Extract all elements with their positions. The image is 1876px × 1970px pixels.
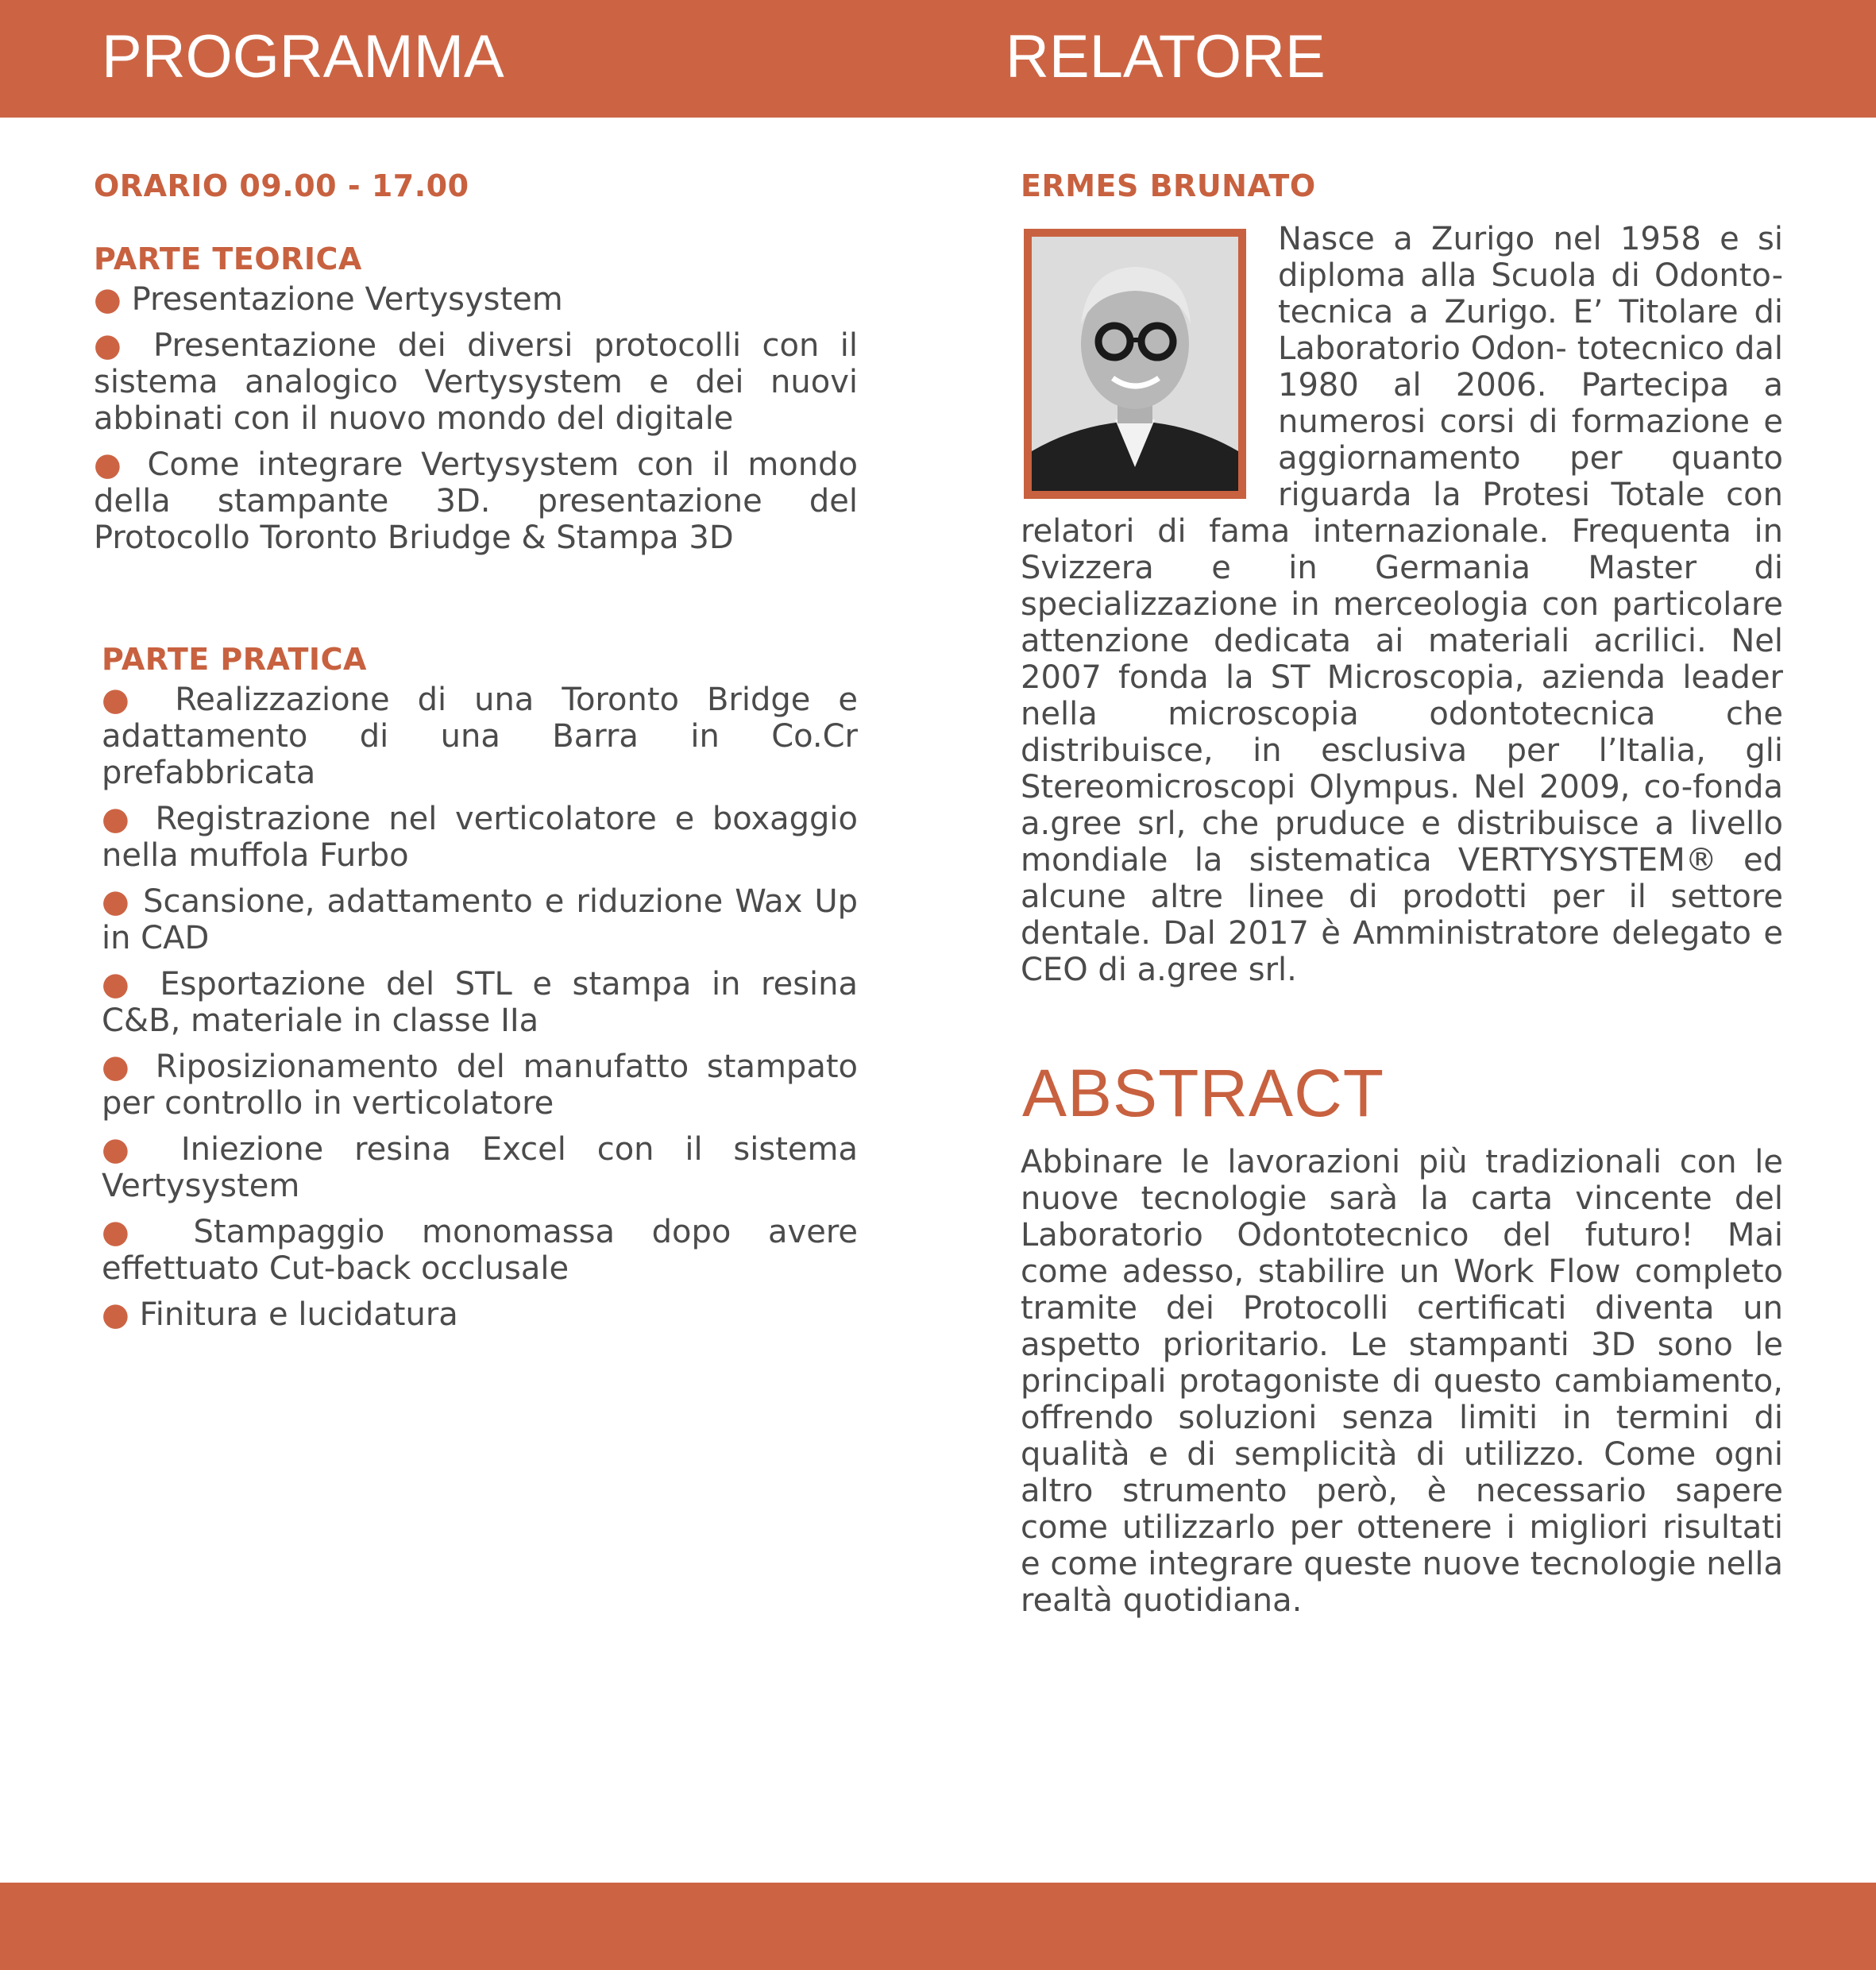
bullet-icon: ●	[102, 801, 156, 837]
header-bar	[0, 0, 1876, 118]
list-item: ● Stampaggio monomassa dopo avere effettuato Cut-back occlusale	[102, 1214, 858, 1287]
program-title: PROGRAMMA	[102, 23, 504, 91]
bullet-icon: ●	[102, 682, 176, 718]
list-item: ● Scansione, adattamento e riduzione Wax Up in CAD	[102, 883, 859, 956]
list-item: ● Iniezione resina Excel con il sistema Vertysystem	[102, 1131, 858, 1204]
theory-title: PARTE TEORICA	[94, 241, 362, 276]
speaker-name: ERMES BRUNATO	[1021, 168, 1316, 203]
portrait-image	[1032, 237, 1238, 491]
practice-title: PARTE PRATICA	[102, 642, 367, 677]
bullet-icon: ●	[102, 966, 160, 1002]
bullet-icon: ●	[94, 446, 148, 483]
list-item: ● Finitura e lucidatura	[102, 1296, 458, 1333]
footer-bar	[0, 1883, 1876, 1970]
abstract-text: Abbinare le lavorazioni più tradizionali con le nuove tecnologie sarà la carta vincente del Laboratorio Odontotecnico del futuro! Mai come adesso, stabilire un Work Flow completo tramite dei Protocolli certificati diventa un aspetto prioritario. Le stampanti 3D sono le principali protagoniste di questo cambiamento, offrendo soluzioni senza limiti in termini di qualità e di semplicità di utilizzo. Come ogni altro strumento però, è necessario sapere come utilizzarlo per ottenere i migliori risultati e come integrare queste nuove tecnologie nella realtà quotidiana.	[1021, 1144, 1783, 1619]
theory-list	[94, 281, 858, 556]
bullet-icon: ●	[102, 1214, 194, 1250]
list-item: ● Come integrare Vertysystem con il mondo della stampante 3D. presentazione del Protocollo Toronto Briudge & Stampa 3D	[94, 446, 858, 556]
practice-section	[94, 640, 858, 1333]
program-column	[94, 167, 858, 1342]
speaker-column	[1021, 167, 1783, 1619]
bullet-icon: ●	[102, 1296, 140, 1333]
speaker-photo	[1024, 229, 1246, 499]
bullet-icon: ●	[94, 327, 154, 364]
list-item: ● Esportazione del STL e stampa in resina C&B, materiale in classe IIa	[102, 966, 859, 1039]
list-item: ● Registrazione nel verticolatore e boxaggio nella muffola Furbo	[102, 801, 858, 874]
bullet-icon: ●	[102, 883, 144, 920]
bullet-icon: ●	[102, 1049, 156, 1085]
schedule-label: ORARIO 09.00 - 17.00	[94, 168, 469, 203]
speaker-section-title: RELATORE	[1006, 23, 1326, 91]
list-item: ● Presentazione dei diversi protocolli con il sistema analogico Vertysystem e dei nuovi abbinati con il nuovo mondo del digitale	[94, 327, 858, 437]
bullet-icon: ●	[102, 1131, 181, 1168]
bullet-icon: ●	[94, 281, 132, 318]
abstract-title: ABSTRACT	[1022, 1056, 1385, 1130]
speaker-bio: Nasce a Zurigo nel 1958 e si diploma alla Scuola di Odonto- tecnica a Zurigo. E’ Titolare di Laboratorio Odon- totecnico dal 1980 al 2006. Partecipa a numerosi corsi di formazione e aggiornamento per quanto riguarda la Protesi Totale con relatori di fama internazionale. Frequenta in Svizzera e in Germania Master di specializzazione in merceologia con particolare attenzione dedicata ai materiali acrilici. Nel 2007 fonda la ST Microscopia, azienda leader nella microscopia odontotecnica che distribuisce, in esclusiva per l’Italia, gli Stereomicroscopi Olympus. Nel 2009, co-fonda a.gree srl, che pruduce e distribuisce a livello mondiale la sistematica VERTYSYSTEM® ed alcune altre linee di prodotti per il settore dentale. Dal 2017 è Amministratore delegato e CEO di a.gree srl.	[1021, 221, 1783, 988]
list-item: ● Riposizionamento del manufatto stampato per controllo in verticolatore	[102, 1049, 858, 1122]
list-item: ● Presentazione Vertysystem	[94, 281, 563, 318]
practice-list	[102, 682, 858, 1333]
list-item: ● Realizzazione di una Toronto Bridge e adattamento di una Barra in Co.Cr prefabbricata	[102, 682, 858, 791]
